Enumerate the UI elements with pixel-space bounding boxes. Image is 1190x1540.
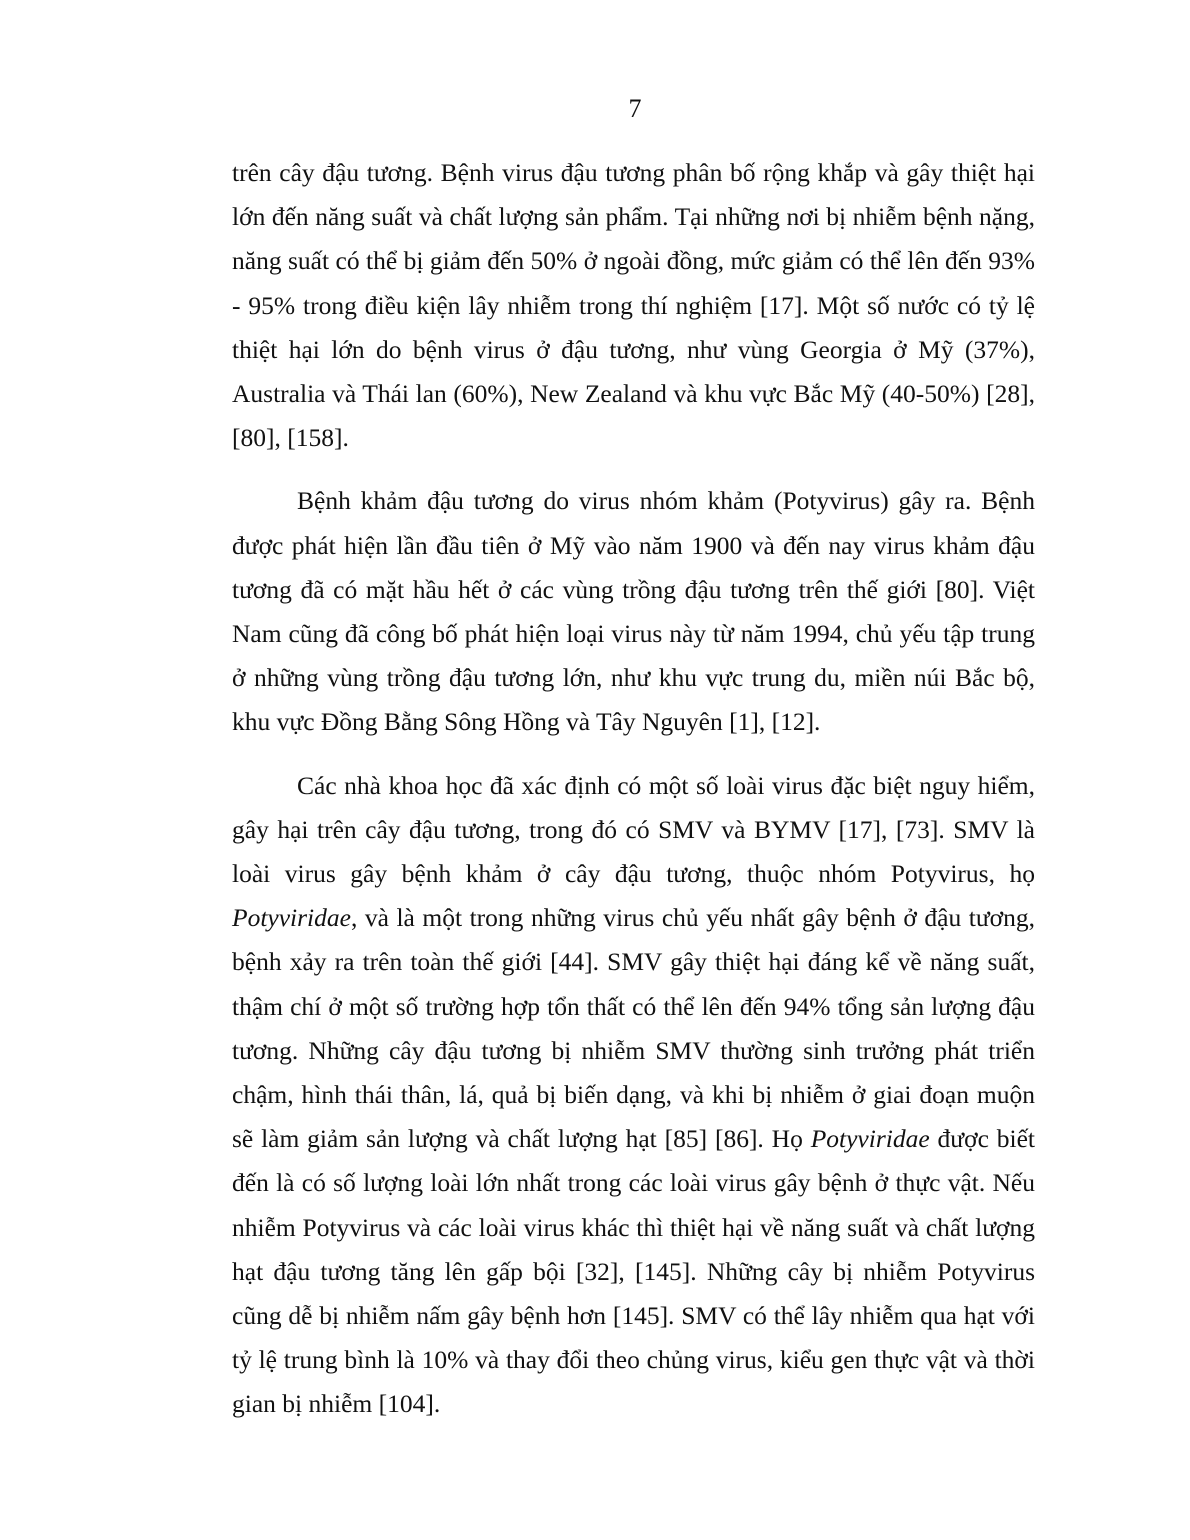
- paragraph-smv: [232, 764, 1035, 1427]
- paragraph-soybean-mosaic: Bệnh khảm đậu tương do virus nhóm khảm (Potyvirus) gây ra. Bệnh được phát hiện lần đầu tiên ở Mỹ vào năm 1900 và đến nay virus khảm đậu tương đã có mặt hầu hết ở các vùng trồng đậu tương trên thế giới [80]. Việt Nam cũng đã công bố phát hiện loại virus này từ năm 1994, chủ yếu tập trung ở những vùng trồng đậu tương lớn, như khu vực trung du, miền núi Bắc bộ, khu vực Đồng Bằng Sông Hồng và Tây Nguyên [1], [12].: [232, 486, 1035, 737]
- paragraph-smv-part-3: được biết đến là có số lượng loài lớn nhất trong các loài virus gây bệnh ở thực vật. Nếu nhiễm Potyvirus và các loài virus khác thì thiệt hại về năng suất và chất lượng hạt đậu tương tăng lên gấp bội [32], [145]. Những cây bị nhiễm Potyvirus cũng dễ bị nhiễm nấm gây bệnh hơn [145]. SMV có thể lây nhiễm qua hạt với tỷ lệ trung bình là 10% và thay đổi theo chủng virus, kiểu gen thực vật và thời gian bị nhiễm [104].: [232, 1124, 1035, 1419]
- paragraph-smv-part-2: , và là một trong những virus chủ yếu nhất gây bệnh ở đậu tương, bệnh xảy ra trên toàn thế giới [44]. SMV gây thiệt hại đáng kể về năng suất, thậm chí ở một số trường hợp tổn thất có thể lên đến 94% tổng sản lượng đậu tương. Những cây đậu tương bị nhiễm SMV thường sinh trưởng phát triển chậm, hình thái thân, lá, quả bị biến dạng, và khi bị nhiễm ở giai đoạn muộn sẽ làm giảm sản lượng và chất lượng hạt [85] [86]. Họ: [232, 903, 1035, 1154]
- italic-family-name: Potyviridae: [232, 903, 351, 933]
- page-number: 7: [628, 94, 642, 123]
- paragraph-continuation: trên cây đậu tương. Bệnh virus đậu tương phân bố rộng khắp và gây thiệt hại lớn đến năng suất và chất lượng sản phẩm. Tại những nơi bị nhiễm bệnh nặng, năng suất có thể bị giảm đến 50% ở ngoài đồng, mức giảm có thể lên đến 93% - 95% trong điều kiện lây nhiễm trong thí nghiệm [17]. Một số nước có tỷ lệ thiệt hại lớn do bệnh virus ở đậu tương, như vùng Georgia ở Mỹ (37%), Australia và Thái lan (60%), New Zealand và khu vực Bắc Mỹ (40-50%) [28], [80], [158].: [232, 158, 1035, 453]
- italic-family-name: Potyviridae: [810, 1124, 930, 1154]
- paragraph-smv-part-1: Các nhà khoa học đã xác định có một số loài virus đặc biệt nguy hiểm, gây hại trên cây đậu tương, trong đó có SMV và BYMV [17], [73]. SMV là loài virus gây bệnh khảm ở cây đậu tương, thuộc nhóm Potyvirus, họ: [232, 770, 1035, 889]
- body-text: [232, 151, 1035, 1427]
